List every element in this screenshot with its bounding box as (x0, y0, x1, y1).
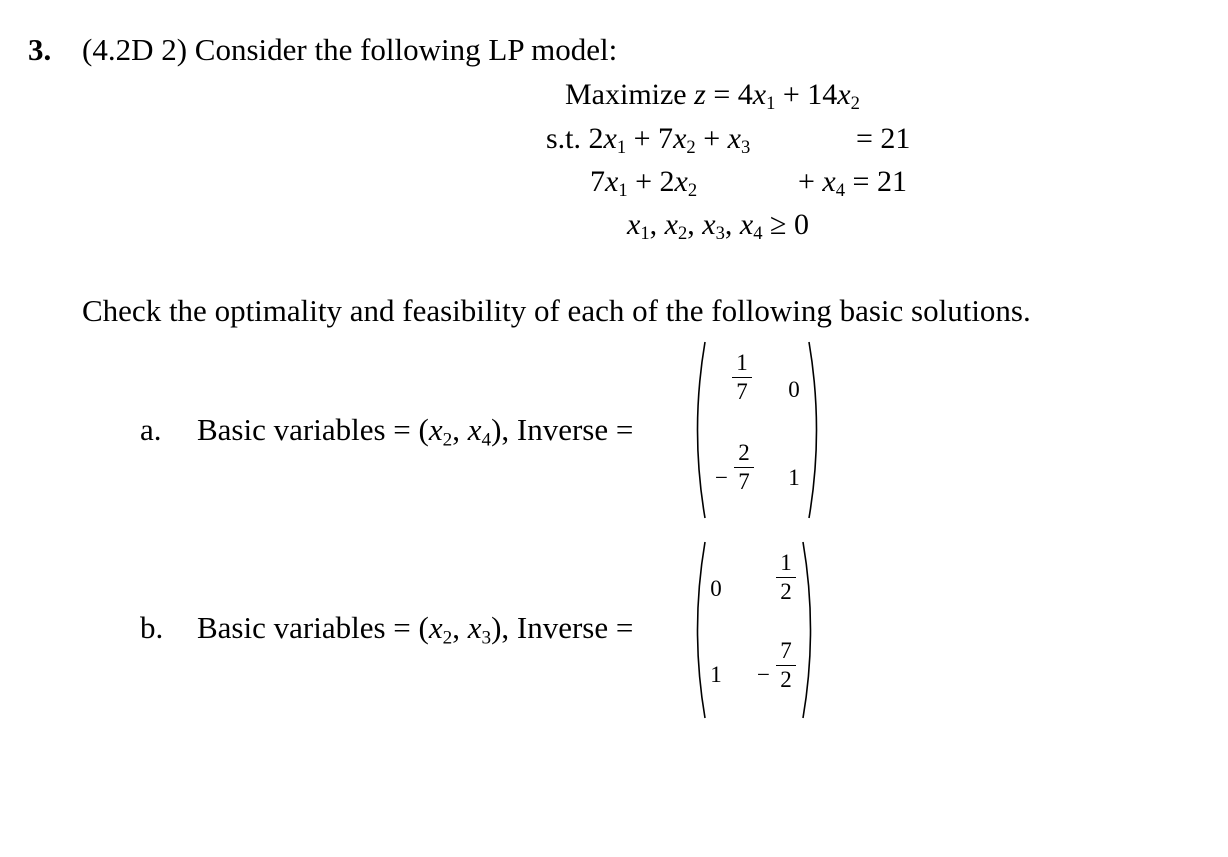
constraint-2: $7x_1 + 2x_2$ (590, 165, 698, 202)
constraint-1-rhs: = 21 (856, 122, 911, 155)
instruction-text: Check the optimality and feasibility of each of the following basic solutions. (82, 293, 1031, 328)
matrix-a-r2c1-sign: − (715, 465, 728, 490)
matrix-a-r2c2: 1 (788, 465, 800, 490)
constraint-2-slack: + $x_4 = 21$ (798, 165, 907, 202)
part-b-text: Basic variables = ($x_2$, $x_3$), Inverse = (197, 610, 634, 649)
matrix-a-r1c1: 1 7 (727, 350, 757, 405)
objective-function: Maximize $z = 4x_1 + 14x_2$ (565, 78, 860, 115)
left-paren-icon (688, 340, 708, 520)
matrix-a-r2c1: 2 7 (729, 440, 759, 495)
left-paren-icon (688, 540, 708, 720)
problem-heading: (4.2D 2) Consider the following LP model: (82, 32, 618, 67)
nonnegativity: $x_1$, $x_2$, $x_3$, $x_4 \ge 0$ (627, 208, 809, 245)
right-paren-icon (806, 340, 826, 520)
constraint-1: s.t. $2x_1 + 7x_2 + x_3$ (546, 122, 751, 159)
part-a-label: a. (140, 412, 162, 447)
part-a-text: Basic variables = ($x_2$, $x_4$), Inverse = (197, 412, 634, 451)
matrix-b-r1c2: 1 2 (771, 550, 801, 605)
right-paren-icon (800, 540, 820, 720)
matrix-a-r1c2: 0 (788, 377, 800, 402)
matrix-b-r1c1: 0 (710, 576, 722, 601)
part-b-label: b. (140, 610, 164, 645)
matrix-b-r2c1: 1 (710, 662, 722, 687)
matrix-b-r2c2-sign: − (757, 662, 770, 687)
matrix-b-r2c2: 7 2 (771, 638, 801, 693)
problem-number: 3. (28, 32, 52, 67)
